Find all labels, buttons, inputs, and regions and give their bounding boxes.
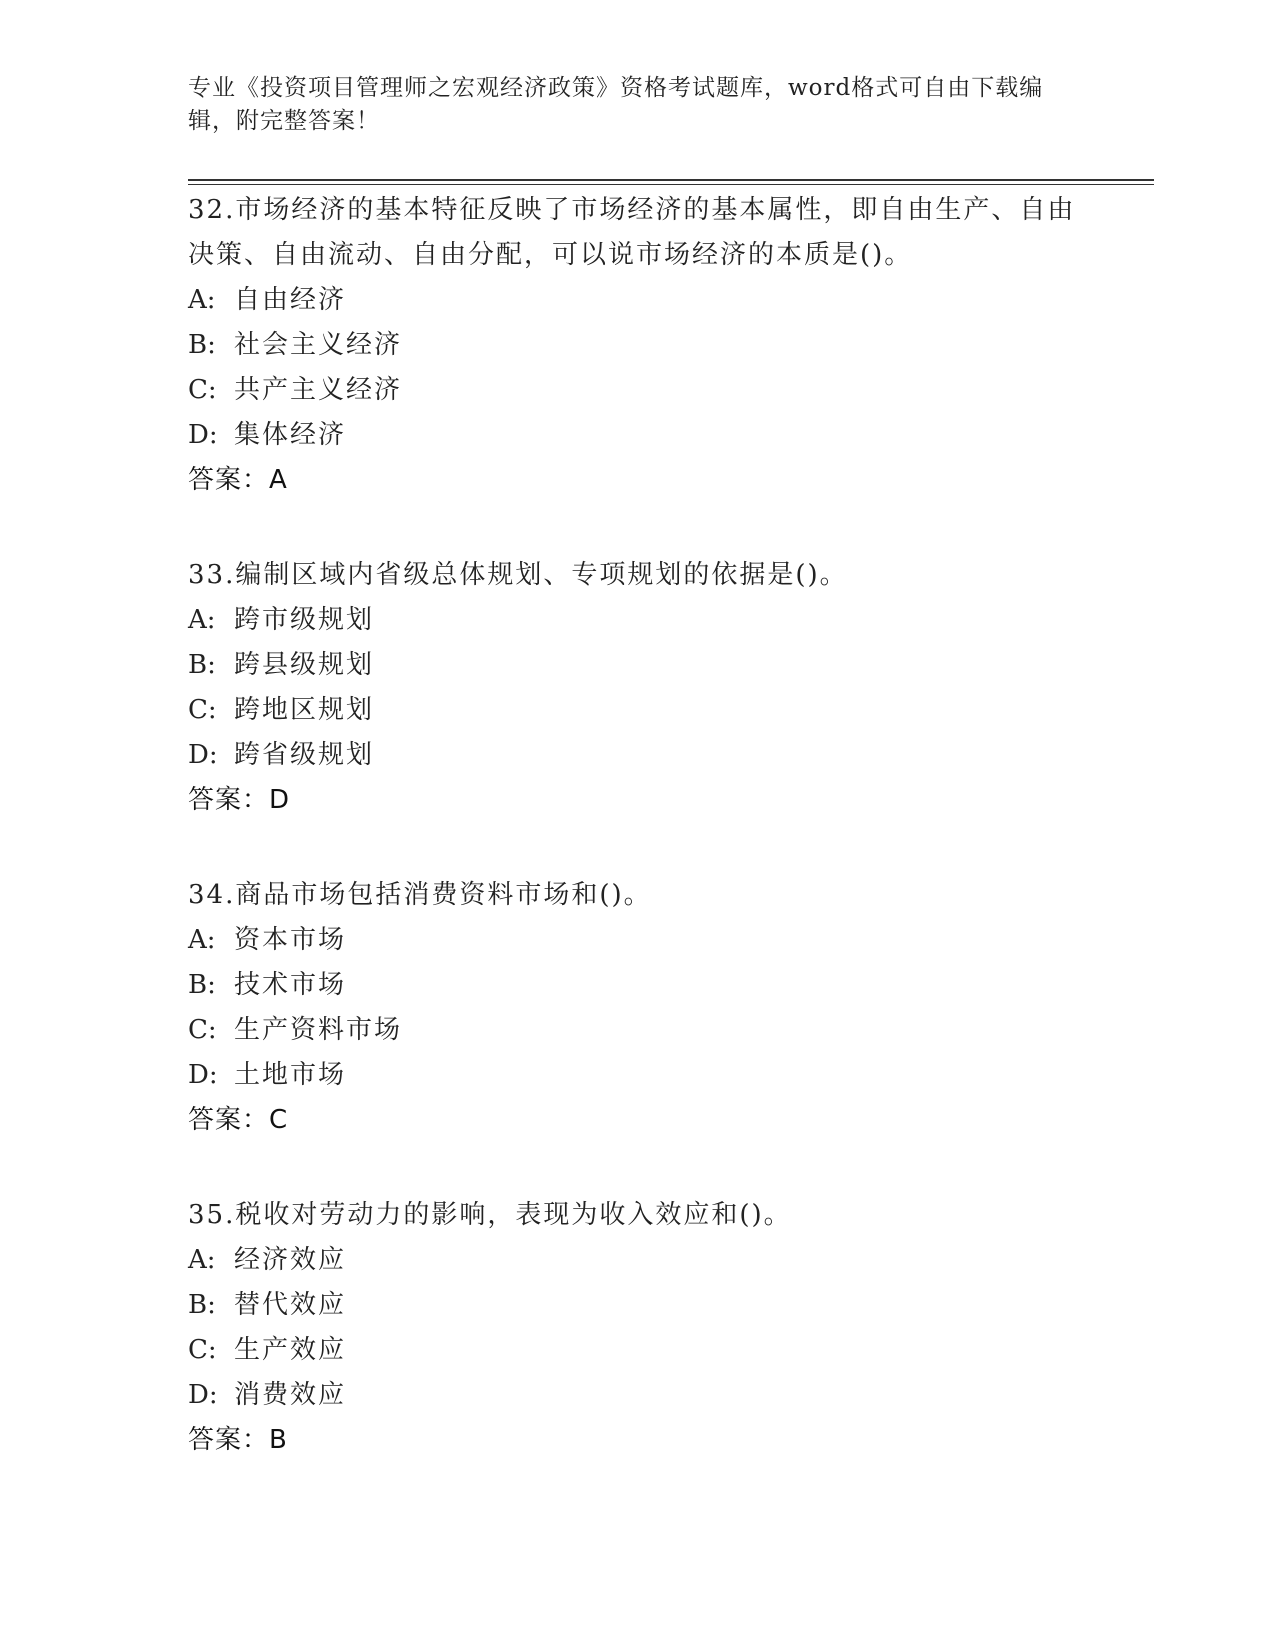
option-key: D: — [188, 420, 218, 450]
option-key: A: — [188, 605, 216, 635]
option-text: 跨县级规划 — [234, 650, 375, 680]
answer-line: 答案：B — [188, 1425, 288, 1455]
option-key: C: — [188, 375, 217, 405]
option-text: 生产效应 — [234, 1335, 347, 1365]
option-text: 跨地区规划 — [234, 695, 375, 725]
option-text: 共产主义经济 — [234, 375, 403, 405]
option-key: A: — [188, 925, 216, 955]
option-text: 资本市场 — [234, 925, 347, 955]
option-key: C: — [188, 1015, 217, 1045]
option-a — [188, 918, 1088, 963]
option-b — [188, 323, 1088, 368]
option-text: 跨市级规划 — [234, 605, 375, 635]
header-divider — [188, 179, 1154, 185]
question-stem: 34.商品市场包括消费资料市场和()。 — [188, 880, 652, 910]
option-c — [188, 1008, 1088, 1053]
option-text: 土地市场 — [234, 1060, 347, 1090]
header-note: 专业《投资项目管理师之宏观经济政策》资格考试题库，word格式可自由下载编辑，附完整答案！ — [188, 75, 1044, 134]
option-text: 替代效应 — [234, 1290, 347, 1320]
option-text: 技术市场 — [234, 970, 347, 1000]
question-block — [188, 188, 1088, 503]
question-stem: 35.税收对劳动力的影响，表现为收入效应和()。 — [188, 1200, 792, 1230]
option-a — [188, 278, 1088, 323]
option-b — [188, 963, 1088, 1008]
option-key: C: — [188, 1335, 217, 1365]
option-c — [188, 368, 1088, 413]
option-key: D: — [188, 1060, 218, 1090]
question-stem: 33.编制区域内省级总体规划、专项规划的依据是()。 — [188, 560, 848, 590]
answer-line: 答案：A — [188, 465, 288, 495]
option-key: D: — [188, 1380, 218, 1410]
question-block — [188, 873, 1088, 1143]
option-a — [188, 598, 1088, 643]
option-text: 集体经济 — [234, 420, 347, 450]
option-text: 自由经济 — [234, 285, 347, 315]
option-a — [188, 1238, 1088, 1283]
question-stem: 32.市场经济的基本特征反映了市场经济的基本属性，即自由生产、自由决策、自由流动、自由分配，可以说市场经济的本质是()。 — [188, 195, 1076, 270]
option-text: 跨省级规划 — [234, 740, 375, 770]
option-key: B: — [188, 1290, 216, 1320]
option-c — [188, 688, 1088, 733]
answer-line: 答案：D — [188, 785, 291, 815]
option-b — [188, 1283, 1088, 1328]
option-key: B: — [188, 330, 216, 360]
option-d — [188, 1053, 1088, 1098]
option-key: C: — [188, 695, 217, 725]
option-text: 生产资料市场 — [234, 1015, 403, 1045]
option-text: 社会主义经济 — [234, 330, 403, 360]
option-key: D: — [188, 740, 218, 770]
option-text: 消费效应 — [234, 1380, 347, 1410]
option-c — [188, 1328, 1088, 1373]
question-block — [188, 553, 1088, 823]
option-text: 经济效应 — [234, 1245, 347, 1275]
option-d — [188, 733, 1088, 778]
question-block — [188, 1193, 1088, 1463]
option-d — [188, 1373, 1088, 1418]
answer-line: 答案：C — [188, 1105, 289, 1135]
option-key: B: — [188, 970, 216, 1000]
option-key: A: — [188, 285, 216, 315]
option-key: A: — [188, 1245, 216, 1275]
option-key: B: — [188, 650, 216, 680]
option-d — [188, 413, 1088, 458]
option-b — [188, 643, 1088, 688]
